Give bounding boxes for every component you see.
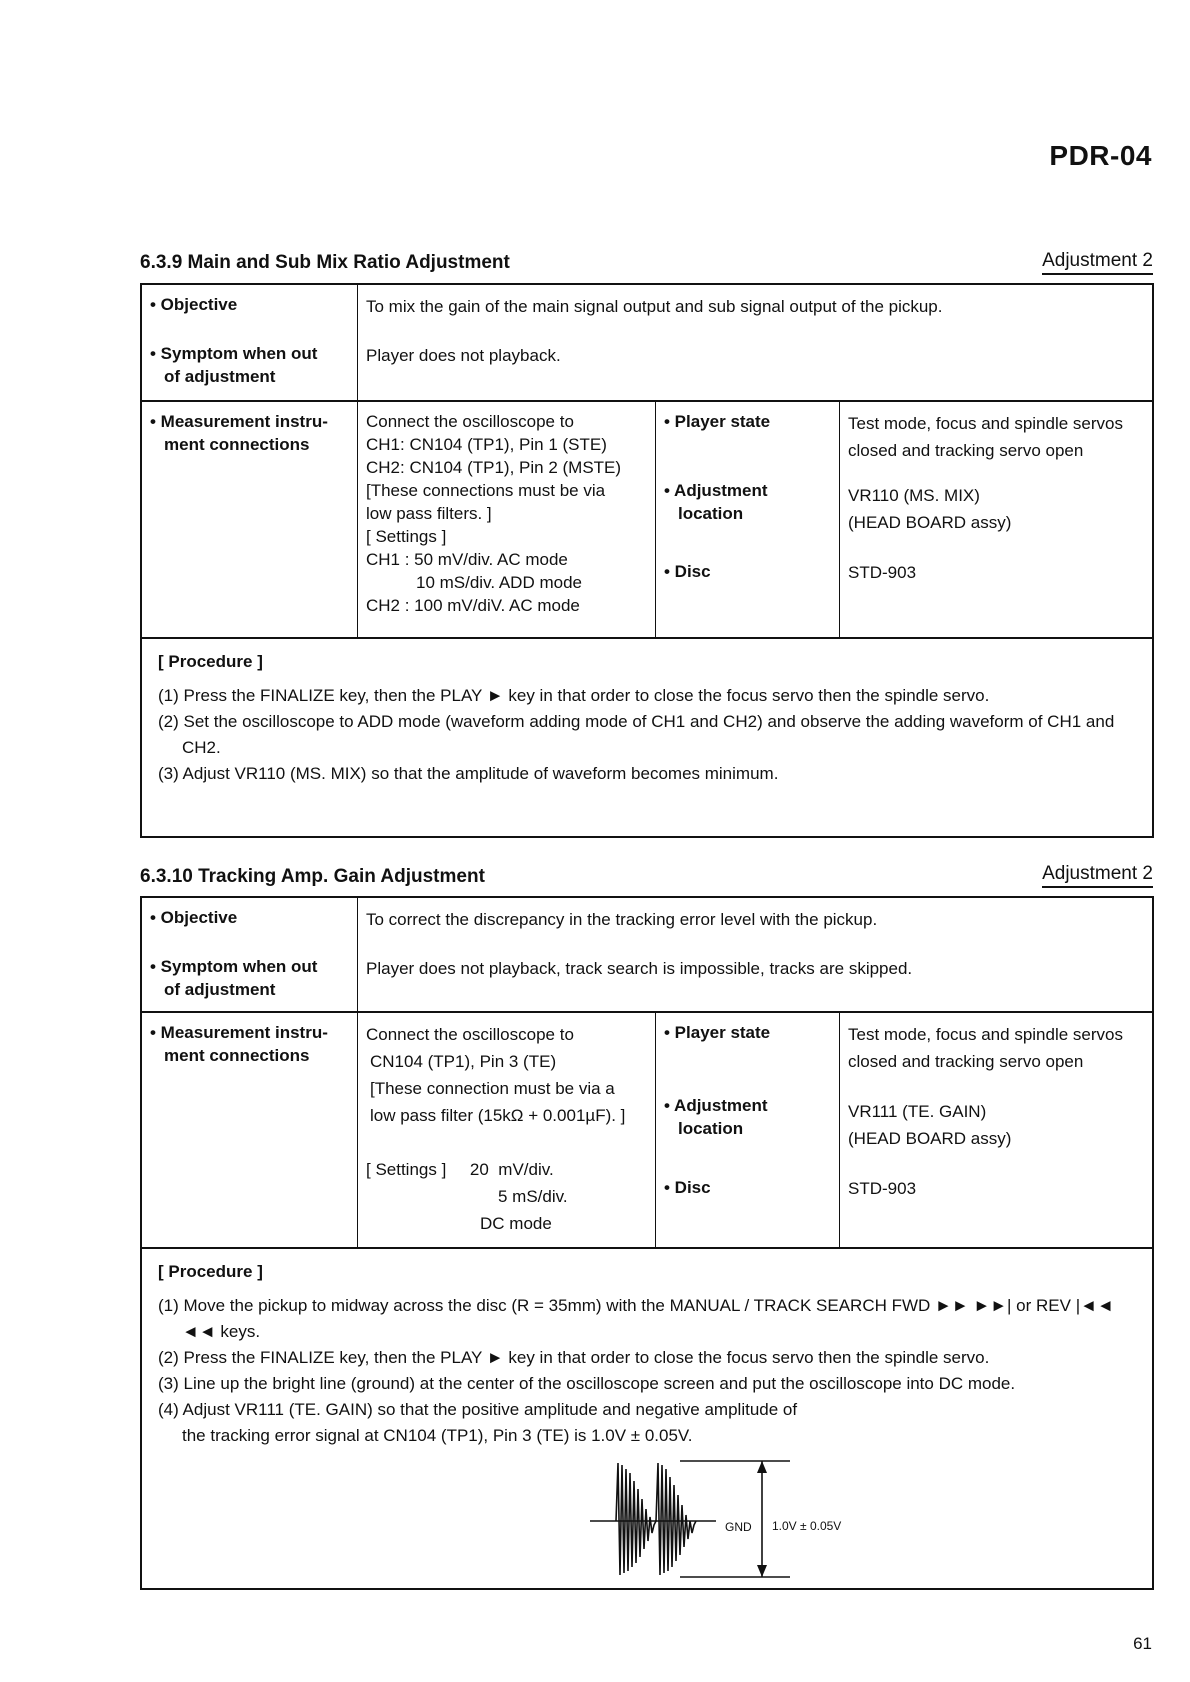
row-values — [358, 898, 1152, 1011]
adjustment-table — [140, 283, 1154, 838]
player-state-label: • Player state — [664, 1023, 771, 1042]
section-title: 6.3.10 Tracking Amp. Gain Adjustment — [140, 866, 485, 887]
measurement-row — [142, 402, 1152, 639]
procedure-title: [ Procedure ] — [158, 652, 263, 671]
measurement-label-line: • Measurement instru- — [150, 1023, 328, 1042]
section-title: 6.3.9 Main and Sub Mix Ratio Adjustment — [140, 252, 510, 273]
meas-line: [These connection must be via a — [370, 1079, 615, 1098]
measurement-connections — [358, 1013, 656, 1247]
meas-line: CH1 : 50 mV/div. AC mode — [366, 550, 568, 569]
symptom-label: • Symptom when out — [150, 344, 318, 363]
meas-line: 10 mS/div. ADD mode — [416, 573, 582, 592]
procedure-step: (1) Move the pickup to midway across the disc (R = 35mm) with the MANUAL / TRACK SEARCH FWD ►► ►►| or REV |◄◄ ◄◄ keys. — [158, 1296, 1114, 1341]
player-state-label: • Player state — [664, 412, 771, 431]
adjustment-location-label: • Adjustment — [664, 1096, 768, 1115]
objective-text: To correct the discrepancy in the tracking error level with the pickup. — [366, 910, 878, 929]
state-values — [840, 402, 1152, 637]
meas-line: CH2: CN104 (TP1), Pin 2 (MSTE) — [366, 458, 622, 477]
meas-line: 5 mS/div. — [498, 1187, 568, 1206]
meas-line: DC mode — [480, 1214, 552, 1233]
adjustment-tag: Adjustment 2 — [1042, 863, 1153, 888]
procedure-step: (1) Press the FINALIZE key, then the PLAY ► key in that order to close the focus servo then the spindle servo. — [158, 686, 990, 705]
procedure-step: (4) Adjust VR111 (TE. GAIN) so that the positive amplitude and negative amplitude of the tracking error signal at CN104 (TP1), Pin 3 (TE) is 1.0V ± 0.05V. — [158, 1400, 798, 1445]
row-labels — [142, 285, 358, 400]
objective-label: • Objective — [150, 295, 238, 314]
measurement-row — [142, 1013, 1152, 1249]
procedure-step: (2) Set the oscilloscope to ADD mode (waveform adding mode of CH1 and CH2) and observe the adding waveform of CH1 and CH2. — [158, 712, 1115, 757]
waveform-trace — [616, 1463, 696, 1575]
meas-line: CH2 : 100 mV/diV. AC mode — [366, 596, 580, 615]
adjustment-location-text: VR111 (TE. GAIN) — [848, 1102, 987, 1121]
objective-label: • Objective — [150, 908, 238, 927]
page-number: 61 — [1133, 1634, 1152, 1653]
measurement-label — [142, 402, 358, 637]
meas-line: CH1: CN104 (TP1), Pin 1 (STE) — [366, 435, 607, 454]
adjustment-location-label: • Adjustment — [664, 481, 768, 500]
symptom-label-cont: of adjustment — [164, 980, 276, 999]
adjustment-location-text: (HEAD BOARD assy) — [848, 513, 1012, 532]
meas-line: [ Settings ] 20 mV/div. — [366, 1160, 554, 1179]
objective-row — [142, 285, 1152, 402]
model-number: PDR-04 — [1049, 140, 1152, 171]
objective-text: To mix the gain of the main signal output and sub signal output of the pickup. — [366, 297, 943, 316]
state-labels — [656, 402, 840, 637]
adjustment-location-label-cont: location — [678, 1119, 744, 1138]
gnd-label: GND — [725, 1520, 752, 1534]
disc-text: STD-903 — [848, 1179, 917, 1198]
adjustment-location-label-cont: location — [678, 504, 744, 523]
procedure-step: (3) Adjust VR110 (MS. MIX) so that the amplitude of waveform becomes minimum. — [158, 764, 779, 783]
measurement-connections — [358, 402, 656, 637]
meas-line: low pass filters. ] — [366, 504, 492, 523]
symptom-label-cont: of adjustment — [164, 367, 276, 386]
meas-line: [ Settings ] — [366, 527, 447, 546]
disc-label: • Disc — [664, 562, 711, 581]
measurement-label — [142, 1013, 358, 1247]
player-state-text: Test mode, focus and spindle servos closed and tracking servo open — [848, 414, 1123, 460]
adjustment-location-text: (HEAD BOARD assy) — [848, 1129, 1012, 1148]
disc-text: STD-903 — [848, 563, 917, 582]
meas-line: [These connections must be via — [366, 481, 606, 500]
disc-label: • Disc — [664, 1178, 711, 1197]
meas-line: Connect the oscilloscope to — [366, 1025, 574, 1044]
procedure-step: (3) Line up the bright line (ground) at the center of the oscilloscope screen and put the oscilloscope into DC mode. — [158, 1374, 1016, 1393]
measurement-label-line: • Measurement instru- — [150, 412, 328, 431]
state-values — [840, 1013, 1152, 1247]
symptom-text: Player does not playback, track search is impossible, tracks are skipped. — [366, 959, 913, 978]
adjustment-location-text: VR110 (MS. MIX) — [848, 486, 980, 505]
meas-line: Connect the oscilloscope to — [366, 412, 574, 431]
amplitude-label: 1.0V ± 0.05V — [772, 1519, 842, 1533]
adjustment-tag: Adjustment 2 — [1042, 250, 1153, 275]
arrow-head-down-icon — [757, 1565, 767, 1577]
meas-line: low pass filter (15kΩ + 0.001µF). ] — [370, 1106, 626, 1125]
measurement-label-line: ment connections — [164, 1046, 310, 1065]
procedure — [142, 639, 1152, 797]
meas-line: CN104 (TP1), Pin 3 (TE) — [370, 1052, 557, 1071]
measurement-label-line: ment connections — [164, 435, 310, 454]
procedure-step: (2) Press the FINALIZE key, then the PLAY ► key in that order to close the focus servo then the spindle servo. — [158, 1348, 990, 1367]
symptom-text: Player does not playback. — [366, 346, 561, 365]
state-labels — [656, 1013, 840, 1247]
adjustment-table — [140, 896, 1154, 1590]
procedure — [142, 1249, 1152, 1585]
player-state-text: Test mode, focus and spindle servos closed and tracking servo open — [848, 1025, 1123, 1071]
row-labels — [142, 898, 358, 1011]
arrow-head-up-icon — [757, 1461, 767, 1473]
procedure-title: [ Procedure ] — [158, 1262, 263, 1281]
row-values — [358, 285, 1152, 400]
objective-row — [142, 898, 1152, 1013]
symptom-label: • Symptom when out — [150, 957, 318, 976]
